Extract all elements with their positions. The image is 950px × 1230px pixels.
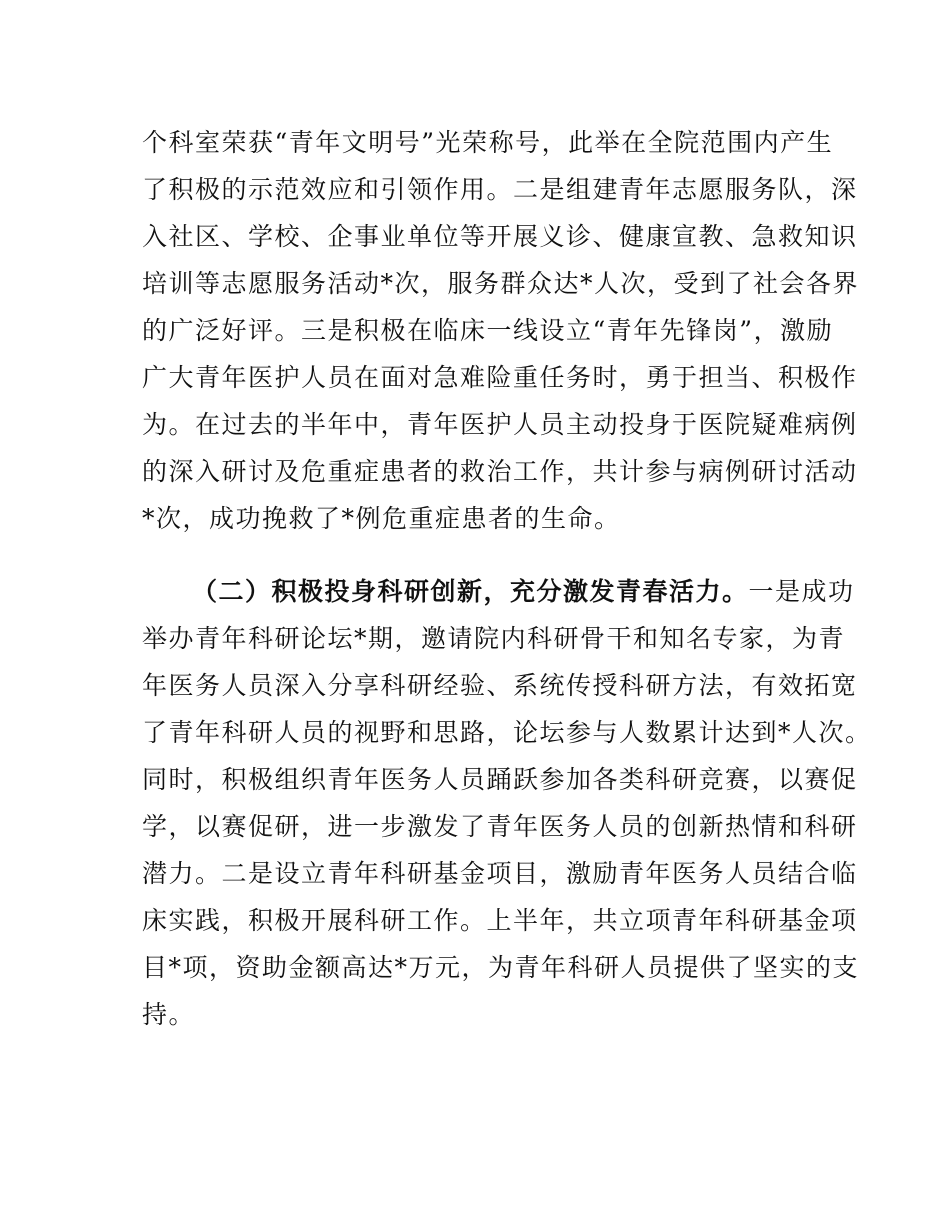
- paragraph-2-line-5: 同时，积极组织青年医务人员踊跃参加各类科研竞赛，以赛促: [142, 765, 858, 794]
- paragraph-2-line-3: 年医务人员深入分享科研经验、系统传授科研方法，有效拓宽: [142, 671, 858, 700]
- paragraph-2-line-6: 学，以赛促研，进一步激发了青年医务人员的创新热情和科研: [142, 812, 858, 841]
- paragraph-2-line-10: 持。: [142, 1000, 196, 1029]
- section-first-line-text: 一是成功: [748, 577, 855, 606]
- paragraph-1-line-2: 了积极的示范效应和引领作用。二是组建青年志愿服务队，深: [142, 175, 858, 204]
- paragraph-1-line-6: 广大青年医护人员在面对急难险重任务时，勇于担当、积极作: [142, 363, 858, 392]
- paragraph-1-line-9: *次，成功挽救了*例危重症患者的生命。: [142, 504, 621, 533]
- paragraph-2-line-8: 床实践，积极开展科研工作。上半年，共立项青年科研基金项: [142, 906, 858, 935]
- paragraph-2-line-2: 举办青年科研论坛*期，邀请院内科研骨干和知名专家，为青: [142, 624, 846, 653]
- section-heading: （二）积极投身科研创新，充分激发青春活力。: [192, 577, 749, 606]
- paragraph-1-line-1: 个科室荣获“青年文明号”光荣称号，此举在全院范围内产生: [142, 128, 834, 157]
- paragraph-1-line-4: 培训等志愿服务活动*次，服务群众达*人次，受到了社会各界: [142, 269, 860, 298]
- body-text: [142, 0, 872, 1230]
- paragraph-1-line-8: 的深入研讨及危重症患者的救治工作，共计参与病例研讨活动: [142, 457, 858, 486]
- paragraph-2-line-9: 目*项，资助金额高达*万元，为青年科研人员提供了坚实的支: [142, 953, 860, 982]
- paragraph-2-line-4: 了青年科研人员的视野和思路，论坛参与人数累计达到*人次。: [142, 718, 872, 747]
- paragraph-1-line-7: 为。在过去的半年中，青年医护人员主动投身于医院疑难病例: [142, 410, 858, 439]
- paragraph-1-line-5: 的广泛好评。三是积极在临床一线设立“青年先锋岗”，激励: [142, 316, 834, 345]
- paragraph-1-line-3: 入社区、学校、企事业单位等开展义诊、健康宣教、急救知识: [142, 222, 858, 251]
- paragraph-2-line-7: 潜力。二是设立青年科研基金项目，激励青年医务人员结合临: [142, 859, 858, 888]
- paragraph-2-line-1: [192, 572, 855, 612]
